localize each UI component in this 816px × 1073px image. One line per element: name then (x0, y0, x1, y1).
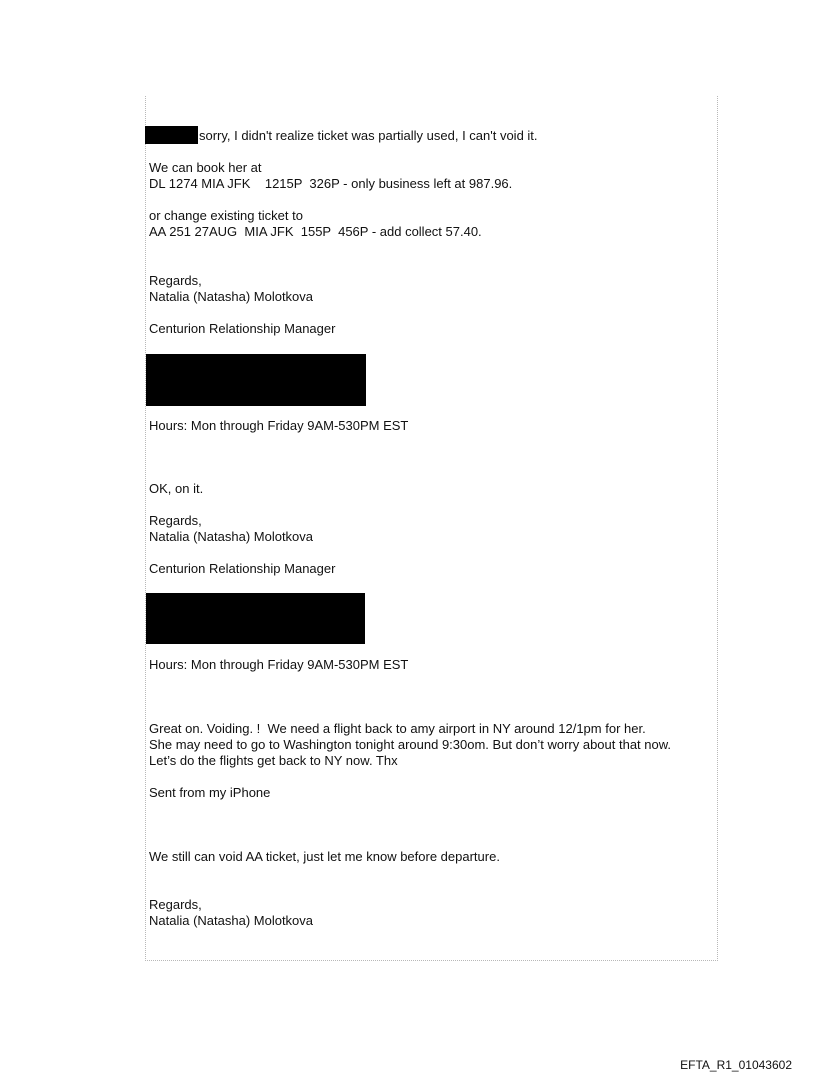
message3-line3: Let’s do the flights get back to NY now. Thx (149, 753, 398, 768)
message2-sender-title: Centurion Relationship Manager (149, 561, 336, 576)
message2-body: OK, on it. (149, 481, 204, 496)
redaction-bar (145, 126, 198, 144)
message1-sender-name: Natalia (Natasha) Molotkova (149, 289, 314, 304)
message1-hours: Hours: Mon through Friday 9AM-530PM EST (149, 418, 409, 433)
redaction-block (146, 354, 366, 406)
message2-sender-name: Natalia (Natasha) Molotkova (149, 529, 314, 544)
message4-regards: Regards, (149, 897, 202, 912)
message4-sender-name: Natalia (Natasha) Molotkova (149, 913, 314, 928)
message2-regards: Regards, (149, 513, 202, 528)
message4-body: We still can void AA ticket, just let me know before departure. (149, 849, 500, 864)
message1-change-flight: AA 251 27AUG MIA JFK 155P 456P - add collect 57.40. (149, 224, 482, 239)
message3-line1: Great on. Voiding. ! We need a flight back to amy airport in NY around 12/1pm for her. (149, 721, 646, 736)
message2-hours: Hours: Mon through Friday 9AM-530PM EST (149, 657, 409, 672)
message1-book-flight: DL 1274 MIA JFK 1215P 326P - only business left at 987.96. (149, 176, 513, 191)
message1-book-intro: We can book her at (149, 160, 262, 175)
message1-sender-title: Centurion Relationship Manager (149, 321, 336, 336)
message1-opening: sorry, I didn't realize ticket was partially used, I can't void it. (199, 128, 538, 143)
document-id: EFTA_R1_01043602 (680, 1058, 792, 1072)
message1-regards: Regards, (149, 273, 202, 288)
message3-line2: She may need to go to Washington tonight around 9:30om. But don’t worry about that now. (149, 737, 672, 752)
message1-change-intro: or change existing ticket to (149, 208, 303, 223)
redaction-block (146, 593, 365, 644)
message3-signature: Sent from my iPhone (149, 785, 271, 800)
